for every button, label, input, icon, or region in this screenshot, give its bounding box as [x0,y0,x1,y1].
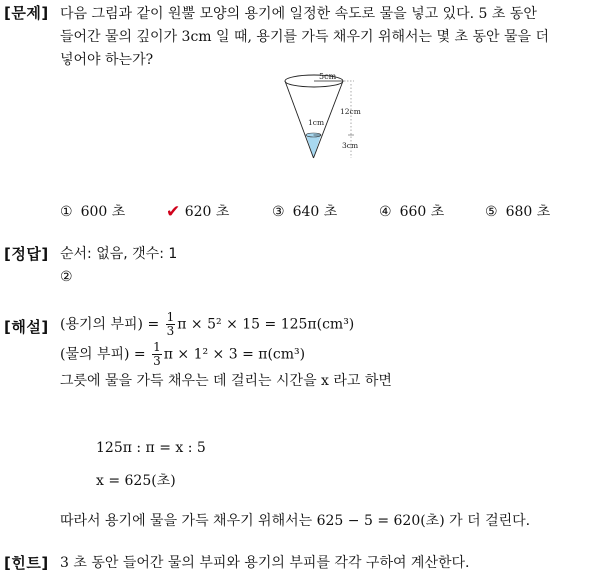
choice-1[interactable] [60,201,125,221]
choice-5[interactable] [485,201,550,221]
solution-equation-2: x = 625(초) [96,473,176,489]
solution-water-volume [60,341,305,368]
choice-2-text: 620 초 [184,204,230,220]
choice-1-text: 600 초 [80,204,126,220]
choice-5-num: ⑤ [485,204,498,220]
cone-figure [278,70,378,162]
problem-line-2: 들어간 물의 깊이가 3cm 일 때, 용기를 가득 채우기 위해서는 몇 초 동안 물을 더 [60,29,549,45]
water-volume-rest: π × 1² × 3 = π(cm³) [163,346,306,363]
choice-5-text: 680 초 [505,204,551,220]
problem-line-3: 넣어야 하는가? [60,52,154,68]
choice-1-num: ① [60,204,73,220]
check-mark-icon: ✔ [166,202,181,222]
container-volume-prefix: (용기의 부피) = [60,316,164,333]
choice-4[interactable] [379,201,444,221]
water-volume-fraction: $\frac{1}{3}$ [153,340,161,368]
choice-3-text: 640 초 [292,204,338,220]
water-volume-prefix: (물의 부피) = [60,346,151,363]
answer-line-2: ② [60,269,73,285]
container-volume-fraction: $\frac{1}{3}$ [166,310,175,338]
top-radius-text: 5cm [319,72,337,81]
choice-4-text: 660 초 [399,204,445,220]
choice-2[interactable] [166,201,229,221]
choice-3[interactable] [272,201,337,221]
water-fill [306,135,321,158]
container-volume-rest: π × 5² × 15 = 125π(cm³) [177,316,355,333]
answer-line-1: 순서: 없음, 갯수: 1 [60,246,178,262]
solution-label: [해설] [4,318,49,336]
answer-label: [정답] [4,245,49,263]
water-depth-text: 3cm [342,141,359,150]
height-text: 12cm [340,107,361,116]
solution-equation-1: 125π : π = x : 5 [96,440,206,456]
choice-3-num: ③ [272,204,285,220]
water-radius-text: 1cm [308,118,325,127]
choice-4-num: ④ [379,204,392,220]
solution-container-volume [60,311,354,338]
problem-line-1: 다음 그림과 같이 원뿔 모양의 용기에 일정한 속도로 물을 넣고 있다. 5 초 동안 [60,6,537,22]
problem-label: [문제] [4,4,49,22]
solution-line-4: 따라서 용기에 물을 가득 채우기 위해서는 625 − 5 = 620(초) 가 더 걸린다. [60,513,531,529]
solution-line-3: 그릇에 물을 가득 채우는 데 걸리는 시간을 x 라고 하면 [60,373,392,389]
hint-text: 3 초 동안 들어간 물의 부피와 용기의 부피를 각각 구하여 계산한다. [60,555,470,571]
hint-label: [힌트] [4,554,49,572]
